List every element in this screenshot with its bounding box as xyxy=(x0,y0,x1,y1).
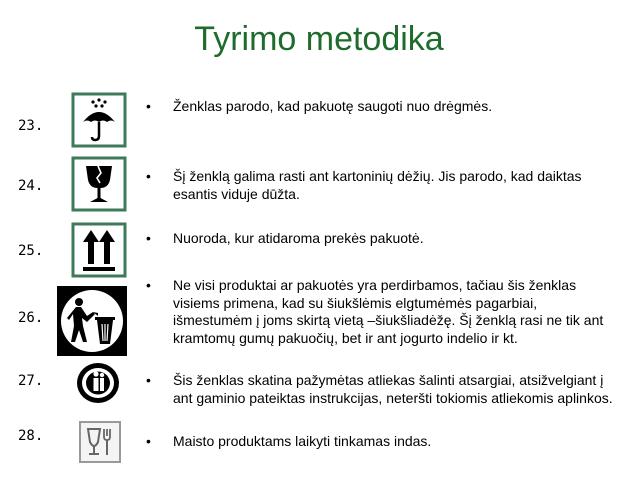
bullet-marker: • xyxy=(146,230,151,246)
information-circle-icon xyxy=(75,361,121,405)
row-number: 25. xyxy=(18,243,44,259)
list-item-text: Šis ženklas skatina pažymėtas atliekas šalinti atsargiai, atsižvelgiant į ant gaminio pateiktas instrukcijas, neteršti tokiomis atliekomis aplinkos. xyxy=(173,372,613,406)
row-number: 23. xyxy=(18,118,44,134)
fragile-glass-icon xyxy=(71,156,127,212)
page-title: Tyrimo metodika xyxy=(194,20,444,58)
bullet-marker: • xyxy=(146,277,151,293)
bullet-marker: • xyxy=(146,168,151,184)
row-number: 28. xyxy=(18,428,44,444)
umbrella-keep-dry-icon xyxy=(71,92,127,148)
bullet-marker: • xyxy=(146,98,151,114)
list-item-text: Ne visi produktai ar pakuotės yra perdirbamos, tačiau šis ženklas visiems primena, kad su šiukšlėmis elgtumėmės pagarbiai, išmestumėm į joms skirtą vietą –šiukšliadėžę. Šį ženklą rasi ne tik ant kramtomų gumų pakuočių, bet ir ant jogurto indelio ir kt. xyxy=(173,277,604,346)
row-number: 24. xyxy=(18,178,44,194)
list-item-text: Ženklas parodo, kad pakuotę saugoti nuo drėgmės. xyxy=(173,98,493,114)
tidy-man-litter-bin-icon xyxy=(57,286,127,356)
list-item-text: Šį ženklą galima rasti ant kartoninių dėžių. Jis parodo, kad daiktas esantis viduje dūžta. xyxy=(173,168,582,202)
bullet-marker: • xyxy=(146,433,151,449)
list-item-text: Maisto produktams laikyti tinkamas indas. xyxy=(173,433,432,449)
bullet-marker: • xyxy=(146,372,151,388)
food-safe-glass-fork-icon xyxy=(78,420,122,464)
row-number: 26. xyxy=(18,310,44,326)
this-way-up-arrows-icon xyxy=(71,222,127,278)
row-number: 27. xyxy=(18,373,44,389)
list-item-text: Nuoroda, kur atidaroma prekės pakuotė. xyxy=(173,230,424,246)
